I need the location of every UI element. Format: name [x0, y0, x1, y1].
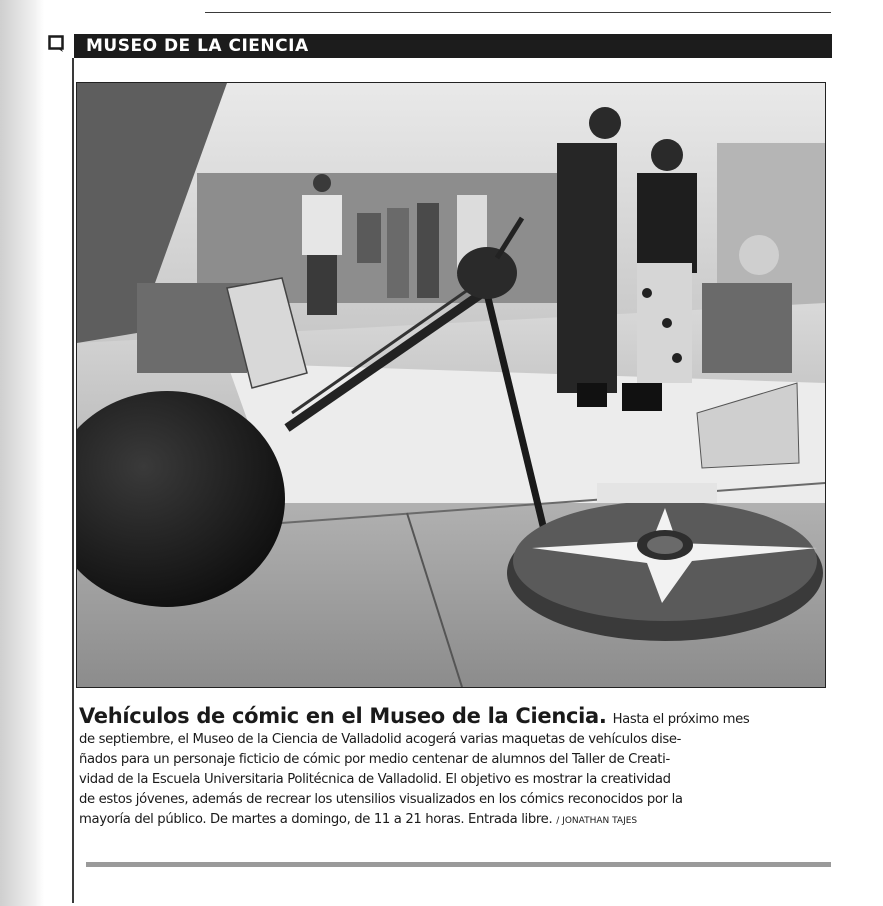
bottom-rule	[86, 862, 831, 867]
body-line: de estos jóvenes, además de recrear los utensilios visualizados en los cómics reconocidos por la	[79, 792, 683, 807]
body-line-text: mayoría del público. De martes a domingo, de 11 a 21 horas. Entrada libre.	[79, 812, 553, 827]
body-line: de septiembre, el Museo de la Ciencia de Valladolid acogerá varias maquetas de vehículos dise-	[79, 732, 682, 747]
section-title: MUSEO DE LA CIENCIA	[86, 36, 309, 56]
headline: Vehículos de cómic en el Museo de la Ciencia.	[79, 704, 607, 728]
article-photo	[76, 82, 826, 688]
photo-credit: / JONATHAN TAJES	[556, 816, 638, 826]
lead-text: Hasta el próximo mes	[612, 712, 750, 727]
scan-edge-shadow	[0, 0, 44, 906]
photo-icon	[77, 83, 825, 687]
top-rule	[205, 12, 831, 13]
body-line: ñados para un personaje ficticio de cómic por medio centenar de alumnos del Taller de Creati-	[79, 752, 670, 767]
article-first-line	[79, 702, 831, 730]
body-line: vidad de la Escuela Universitaria Politécnica de Valladolid. El objetivo es mostrar la creatividad	[79, 772, 671, 787]
comment-icon	[48, 35, 66, 53]
article	[79, 702, 831, 831]
body-line-last	[79, 810, 831, 831]
column-rule	[72, 58, 74, 903]
